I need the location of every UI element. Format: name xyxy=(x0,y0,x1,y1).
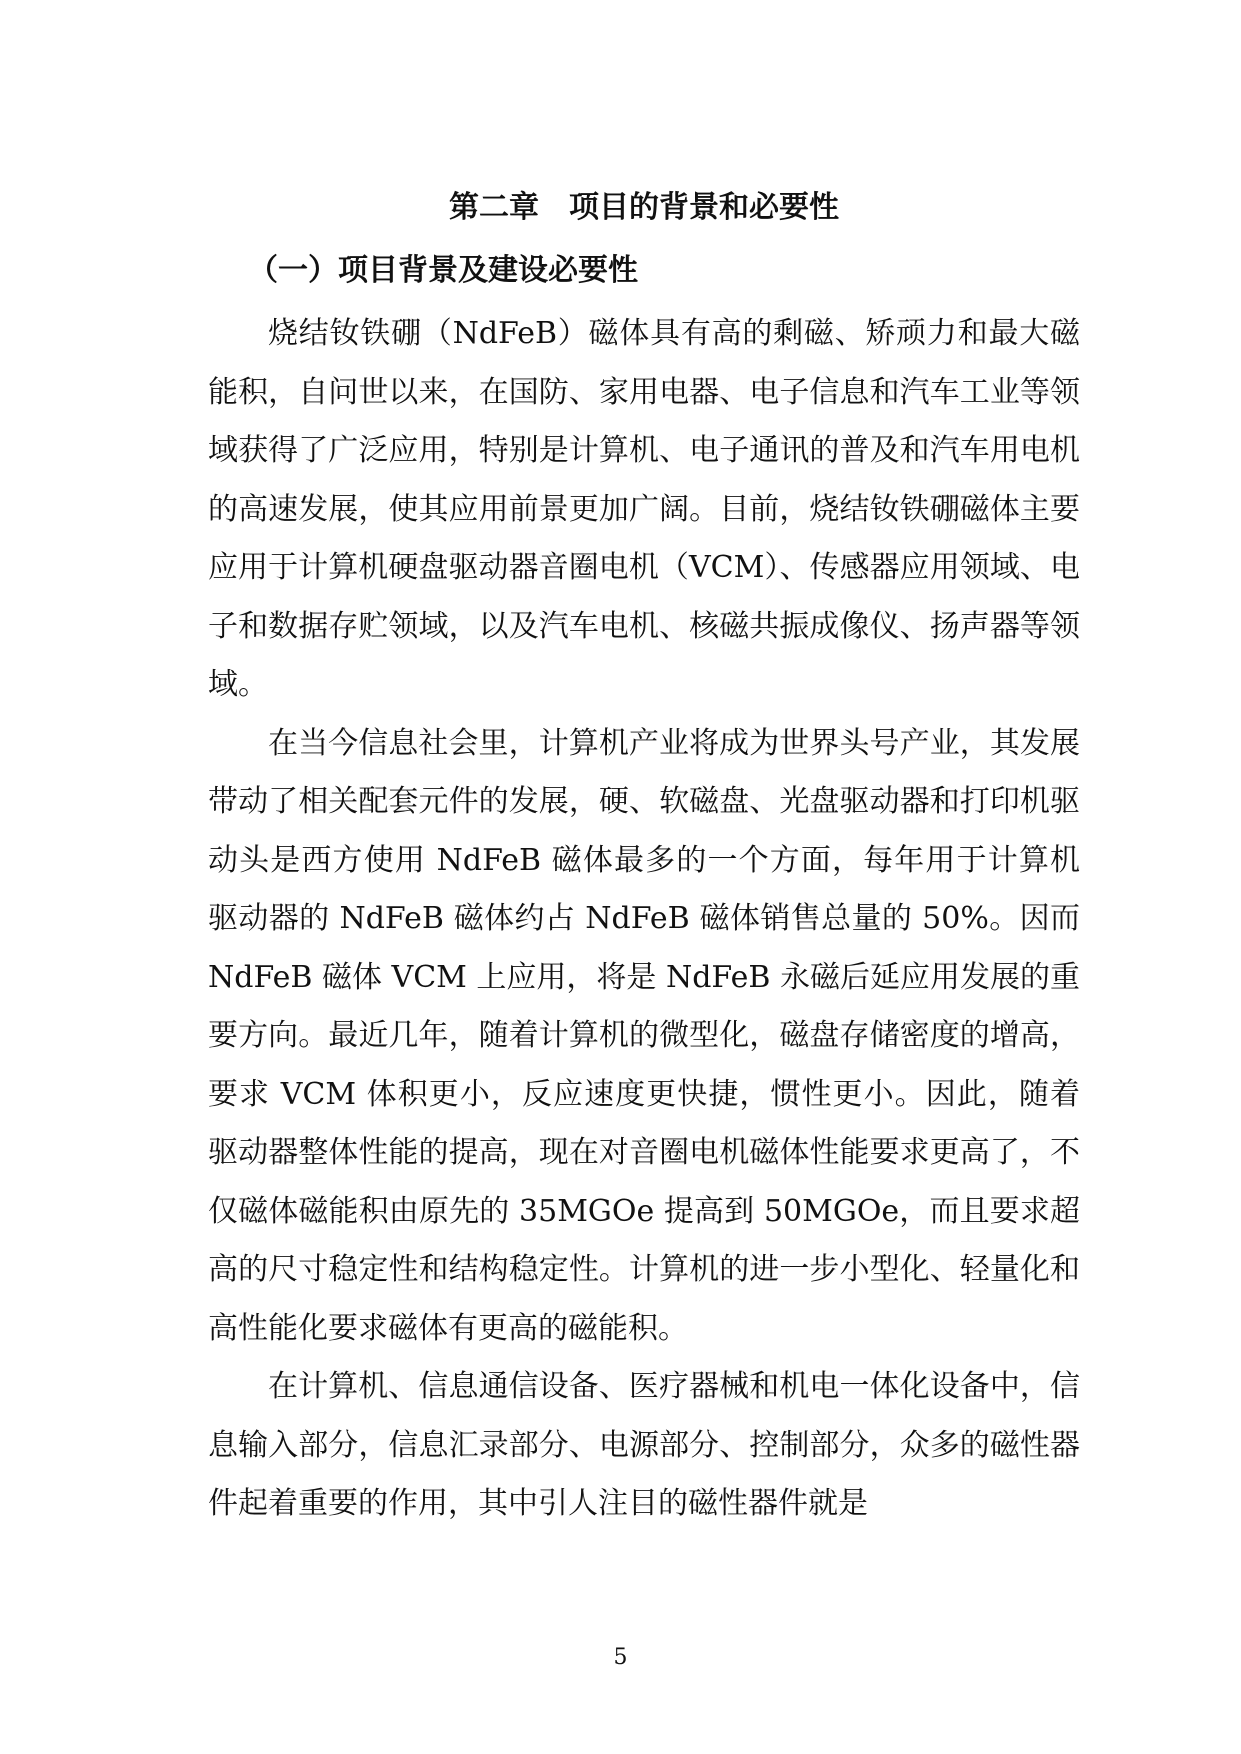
document-page xyxy=(208,0,1080,1754)
paragraph: 烧结钕铁硼（NdFeB）磁体具有高的剩磁、矫顽力和最大磁能积，自问世以来，在国防、家用电器、电子信息和汽车工业等领域获得了广泛应用，特别是计算机、电子通讯的普及和汽车用电机的高速发展，使其应用前景更加广阔。目前，烧结钕铁硼磁体主要应用于计算机硬盘驱动器音圈电机（VCM）、传感器应用领域、电子和数据存贮领域，以及汽车电机、核磁共振成像仪、扬声器等领域。 xyxy=(208,316,1080,702)
page-number: 5 xyxy=(613,1645,628,1670)
paragraph: 在当今信息社会里，计算机产业将成为世界头号产业，其发展带动了相关配套元件的发展，硬、软磁盘、光盘驱动器和打印机驱动头是西方使用 NdFeB 磁体最多的一个方面，每年用于计算机驱动器的 NdFeB 磁体约占 NdFeB 磁体销售总量的 50%。因而 NdFeB 磁体 VCM 上应用，将是 NdFeB 永磁后延应用发展的重要方向。最近几年，随着计算机的微型化，磁盘存储密度的增高，要求 VCM 体积更小，反应速度更快捷，惯性更小。因此，随着驱动器整体性能的提高，现在对音圈电机磁体性能要求更高了，不仅磁体磁能积由原先的 35MGOe 提高到 50MGOe，而且要求超高的尺寸稳定性和结构稳定性。计算机的进一步小型化、轻量化和高性能化要求磁体有更高的磁能积。 xyxy=(208,725,1080,1346)
paragraph: 在计算机、信息通信设备、医疗器械和机电一体化设备中，信息输入部分，信息汇录部分、电源部分、控制部分，众多的磁性器件起着重要的作用，其中引人注目的磁性器件就是 xyxy=(208,1369,1080,1521)
chapter-title: 第二章 项目的背景和必要性 xyxy=(449,190,839,225)
section-heading: （一）项目背景及建设必要性 xyxy=(248,253,638,288)
body-text xyxy=(208,305,1080,1534)
